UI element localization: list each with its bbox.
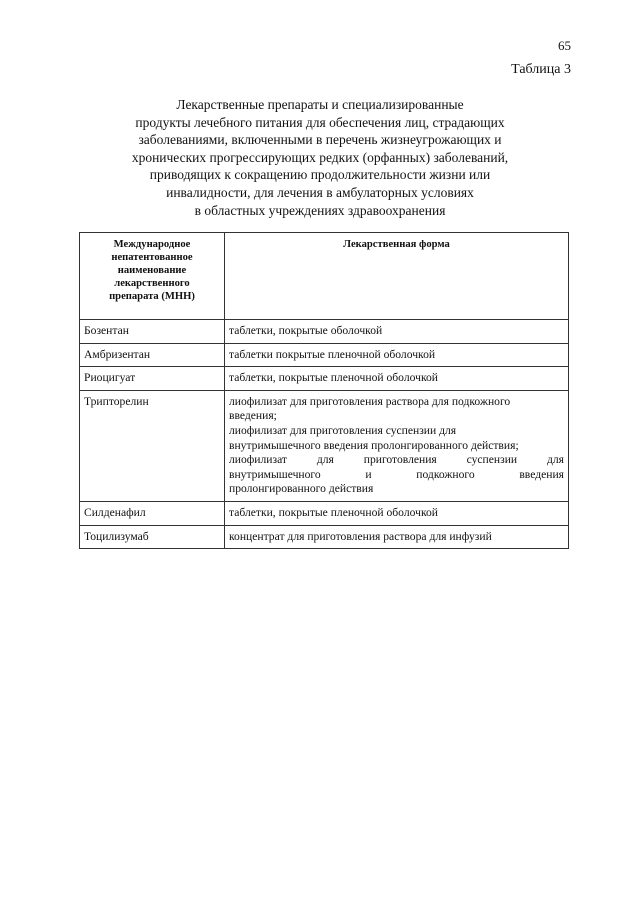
drug-name: Трипторелин: [80, 390, 225, 501]
drug-name: Силденафил: [80, 501, 225, 525]
table-label: Таблица 3: [511, 62, 571, 77]
drugs-table: [79, 232, 569, 549]
drug-name: Тоцилизумаб: [80, 525, 225, 549]
drug-name: Риоцигуат: [80, 367, 225, 391]
title-line: приводящих к сокращению продолжительности жизни или: [149, 167, 491, 183]
header-dosage-form: Лекарственная форма: [225, 233, 569, 320]
dosage-form: лиофилизат для приготовления раствора для подкожного введения; лиофилизат для приготовления суспензии для внутримышечного введения пролонгированного действия; лиофилизат для приготовления суспензии для внутримышечного и подкожного введения пролонгированного действия: [225, 390, 569, 501]
title-line: инвалидности, для лечения в амбулаторных условиях: [166, 184, 474, 200]
title-line: продукты лечебного питания для обеспечения лиц, страдающих: [135, 114, 505, 130]
table-row: [80, 525, 569, 549]
title-line: хронических прогрессирующих редких (орфанных) заболеваний,: [131, 149, 509, 165]
table-row: [80, 501, 569, 525]
title-line: Лекарственные препараты и специализированные: [176, 97, 464, 112]
drug-name: Бозентан: [80, 320, 225, 344]
dosage-form: таблетки, покрытые пленочной оболочкой: [225, 367, 569, 391]
title-line: в областных учреждениях здравоохранения: [194, 202, 446, 218]
table-row: [80, 320, 569, 344]
dosage-form: таблетки, покрытые пленочной оболочкой: [225, 501, 569, 525]
dosage-form: таблетки, покрытые оболочкой: [225, 320, 569, 344]
page-number: 65: [558, 38, 571, 53]
table-row: [80, 343, 569, 367]
table-header-row: [80, 233, 569, 320]
table-row: [80, 390, 569, 501]
header-inn: Международное непатентованное наименование лекарственного препарата (МНН): [80, 233, 225, 320]
title-line: заболеваниями, включенными в перечень жизнеугрожающих и: [138, 132, 502, 148]
dosage-form: концентрат для приготовления раствора для инфузий: [225, 525, 569, 549]
document-title: [100, 96, 540, 219]
table-row: [80, 367, 569, 391]
dosage-form: таблетки покрытые пленочной оболочкой: [225, 343, 569, 367]
drug-name: Амбризентан: [80, 343, 225, 367]
